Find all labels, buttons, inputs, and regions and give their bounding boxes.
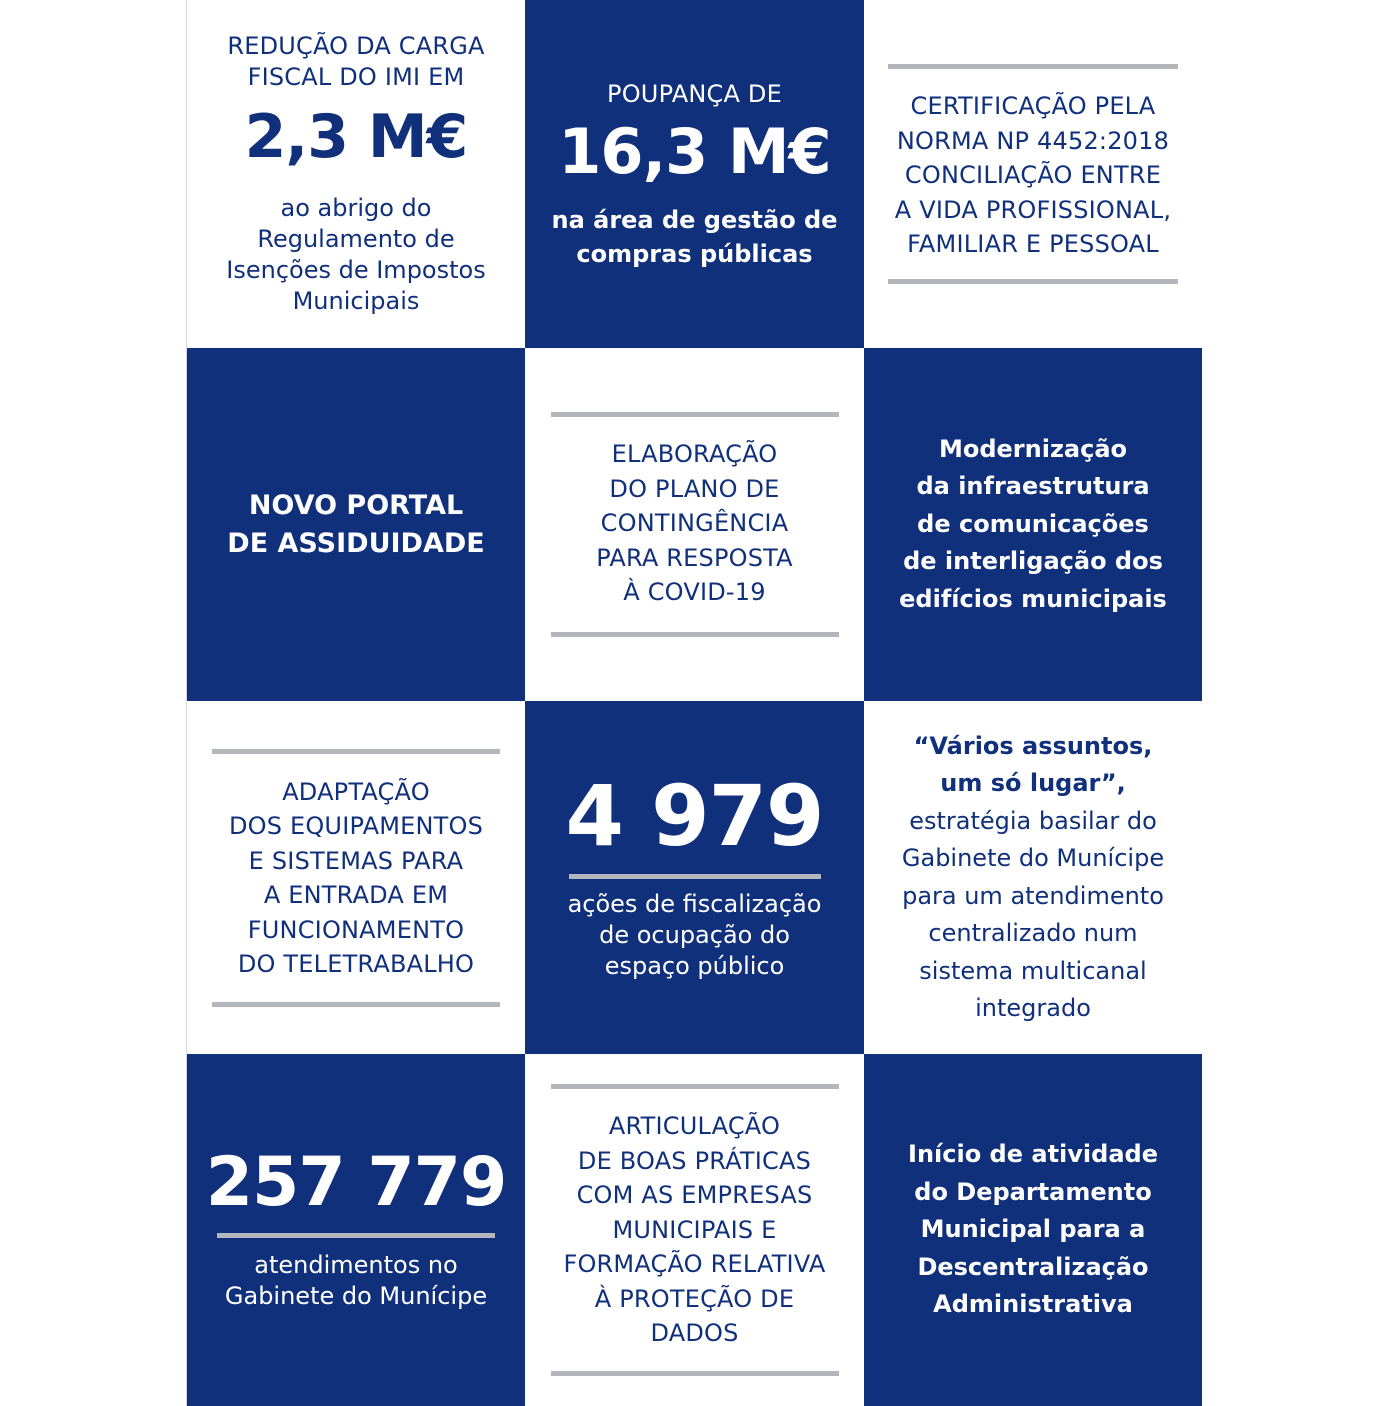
infrastructure-text: Modernização da infraestrutura de comunicações de interligação dos edifícios municipais [899,434,1167,613]
imi-value: 2,3 M€ [244,102,468,172]
tile-contingency-plan [525,348,864,701]
value-rule [569,874,821,879]
tile-decentralization [864,1054,1202,1406]
services-caption: atendimentos no Gabinete do Munícipe [224,1250,488,1310]
tile-attendance-portal [187,348,525,701]
tile-services [187,1054,525,1406]
tile-savings [525,0,864,348]
infographic-grid [186,0,1202,1406]
savings-value: 16,3 M€ [558,115,831,189]
savings-header: POUPANÇA DE [607,79,782,108]
citizen-office-text: estratégia basilar do Gabinete do Munícipe para um atendimento centralizado num sistema multicanal integrado [901,806,1165,1022]
bottom-rule [212,1002,500,1007]
savings-caption: na área de gestão de compras públicas [551,206,838,269]
top-rule [888,64,1178,69]
inspections-caption: ações de fiscalização de ocupação do espaço público [567,889,822,980]
decentralization-text: Início de atividade do Departamento Municipal para a Descentralização Administrativa [908,1140,1158,1319]
imi-caption: ao abrigo do Regulamento de Isenções de Impostos Municipais [226,194,486,315]
top-rule [212,749,500,754]
best-practices-text: ARTICULAÇÃO DE BOAS PRÁTICAS COM AS EMPRESAS MUNICIPAIS E FORMAÇÃO RELATIVA À PROTEÇÃO DE DADOS [563,1112,826,1348]
inspections-value: 4 979 [565,766,824,865]
telework-text: ADAPTAÇÃO DOS EQUIPAMENTOS E SISTEMAS PARA A ENTRADA EM FUNCIONAMENTO DO TELETRABALHO [228,777,484,978]
tile-telework [187,701,525,1054]
tile-citizen-office [864,701,1202,1054]
tile-infrastructure [864,348,1202,701]
services-value: 257 779 [205,1142,507,1222]
attendance-portal-text: NOVO PORTAL DE ASSIDUIDADE [227,489,485,559]
bottom-rule [888,279,1178,284]
top-rule [551,1084,839,1089]
certification-text: CERTIFICAÇÃO PELA NORMA NP 4452:2018 CONCILIAÇÃO ENTRE A VIDA PROFISSIONAL, FAMILIAR E PESSOAL [894,92,1172,259]
bottom-rule [551,632,839,637]
tile-imi-reduction [187,0,525,348]
imi-header: REDUÇÃO DA CARGA FISCAL DO IMI EM [227,32,485,91]
top-rule [551,412,839,417]
bottom-rule [551,1371,839,1376]
tile-certification [864,0,1202,348]
tile-inspections [525,701,864,1054]
value-rule [217,1233,495,1238]
citizen-office-quote: “Vários assuntos, um só lugar”, [913,731,1153,797]
tile-best-practices [525,1054,864,1406]
contingency-plan-text: ELABORAÇÃO DO PLANO DE CONTINGÊNCIA PARA RESPOSTA À COVID-19 [596,440,793,607]
